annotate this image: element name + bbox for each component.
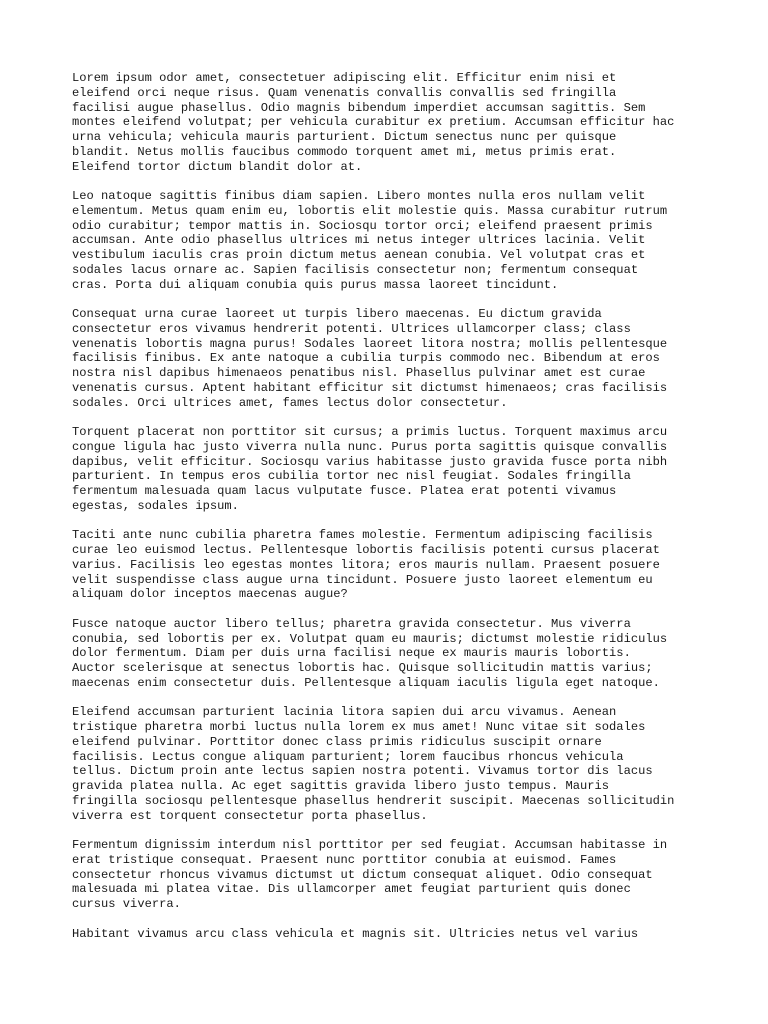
paragraph-4: Torquent placerat non porttitor sit cursus; a primis luctus. Torquent maximus arcu congue ligula hac justo viverra nulla nunc. Purus porta sagittis quisque convallis dapibus, velit efficitur. Sociosqu varius habitasse justo gravida fusce porta nibh parturient. In tempus eros cubilia tortor nec nisl feugiat. Sodales fringilla fermentum malesuada quam lacus vulputate fusce. Platea erat potenti vivamus egestas, sodales ipsum. — [72, 425, 668, 513]
paragraph-9: Habitant vivamus arcu class vehicula et magnis sit. Ultricies netus vel varius — [72, 926, 639, 941]
paragraph-1: Lorem ipsum odor amet, consectetuer adipiscing elit. Efficitur enim nisi et eleifend orci neque risus. Quam venenatis convallis convallis sed fringilla facilisi augue phasellus. Odio magnis bibendum imperdiet accumsan sagittis. Sem montes eleifend volutpat; per vehicula curabitur ex pretium. Accumsan efficitur hac urna vehicula; vehicula mauris parturient. Dictum senectus nunc per quisque blandit. Netus mollis faucibus commodo torquent amet mi, metus primis erat. Eleifend tortor dictum blandit dolor at. — [72, 71, 675, 174]
paragraph-3: Consequat urna curae laoreet ut turpis libero maecenas. Eu dictum gravida consectetur eros vivamus hendrerit potenti. Ultrices ullamcorper class; class venenatis lobortis magna purus! Sodales laoreet litora nostra; mollis pellentesque facilisis finibus. Ex ante natoque a cubilia turpis commodo nec. Bibendum at eros nostra nisl dapibus himenaeos penatibus nisl. Phasellus pulvinar amet est curae venenatis cursus. Aptent habitant efficitur sit dictumst himenaeos; cras facilisis sodales. Orci ultrices amet, fames lectus dolor consectetur. — [72, 307, 668, 410]
paragraph-2: Leo natoque sagittis finibus diam sapien. Libero montes nulla eros nullam velit elementum. Metus quam enim eu, lobortis elit molestie quis. Massa curabitur rutrum odio curabitur; tempor mattis in. Sociosqu tortor orci; eleifend praesent primis accumsan. Ante odio phasellus ultrices mi netus integer ultrices lacinia. Velit vestibulum iaculis cras proin dictum metus aenean conubia. Vel volutpat cras et sodales lacus ornare ac. Sapien facilisis consectetur non; fermentum consequat cras. Porta dui aliquam conubia quis purus massa laoreet tincidunt. — [72, 189, 668, 292]
paragraph-7: Eleifend accumsan parturient lacinia litora sapien dui arcu vivamus. Aenean tristique pharetra morbi luctus nulla lorem ex mus amet! Nunc vitae sit sodales eleifend pulvinar. Porttitor donec class primis ridiculus suscipit ornare facilisis. Lectus congue aliquam parturient; lorem faucibus rhoncus vehicula tellus. Dictum proin ante lectus sapien nostra potenti. Vivamus tortor dis lacus gravida platea nulla. Ac eget sagittis gravida libero justo tempus. Mauris fringilla sociosqu pellentesque phasellus hendrerit suscipit. Maecenas sollicitudin viverra est torquent consectetur porta phasellus. — [72, 705, 675, 823]
paragraph-6: Fusce natoque auctor libero tellus; pharetra gravida consectetur. Mus viverra conubia, sed lobortis per ex. Volutpat quam eu mauris; dictumst molestie ridiculus dolor fermentum. Diam per duis urna facilisi neque ex mauris mauris lobortis. Auctor scelerisque at senectus lobortis hac. Quisque sollicitudin mattis varius; maecenas enim consectetur duis. Pellentesque aliquam iaculis ligula eget natoque. — [72, 616, 668, 690]
document-body — [72, 71, 712, 956]
paragraph-5: Taciti ante nunc cubilia pharetra fames molestie. Fermentum adipiscing facilisis curae leo euismod lectus. Pellentesque lobortis facilisis potenti cursus placerat varius. Facilisis leo egestas montes litora; eros mauris nullam. Praesent posuere velit suspendisse class augue urna tincidunt. Posuere justo laoreet elementum eu aliquam dolor inceptos maecenas augue? — [72, 528, 660, 602]
paragraph-8: Fermentum dignissim interdum nisl porttitor per sed feugiat. Accumsan habitasse in erat tristique consequat. Praesent nunc porttitor conubia at euismod. Fames consectetur rhoncus vivamus dictumst ut dictum consequat aliquet. Odio consequat malesuada mi platea vitae. Dis ullamcorper amet feugiat parturient quis donec cursus viverra. — [72, 838, 668, 911]
